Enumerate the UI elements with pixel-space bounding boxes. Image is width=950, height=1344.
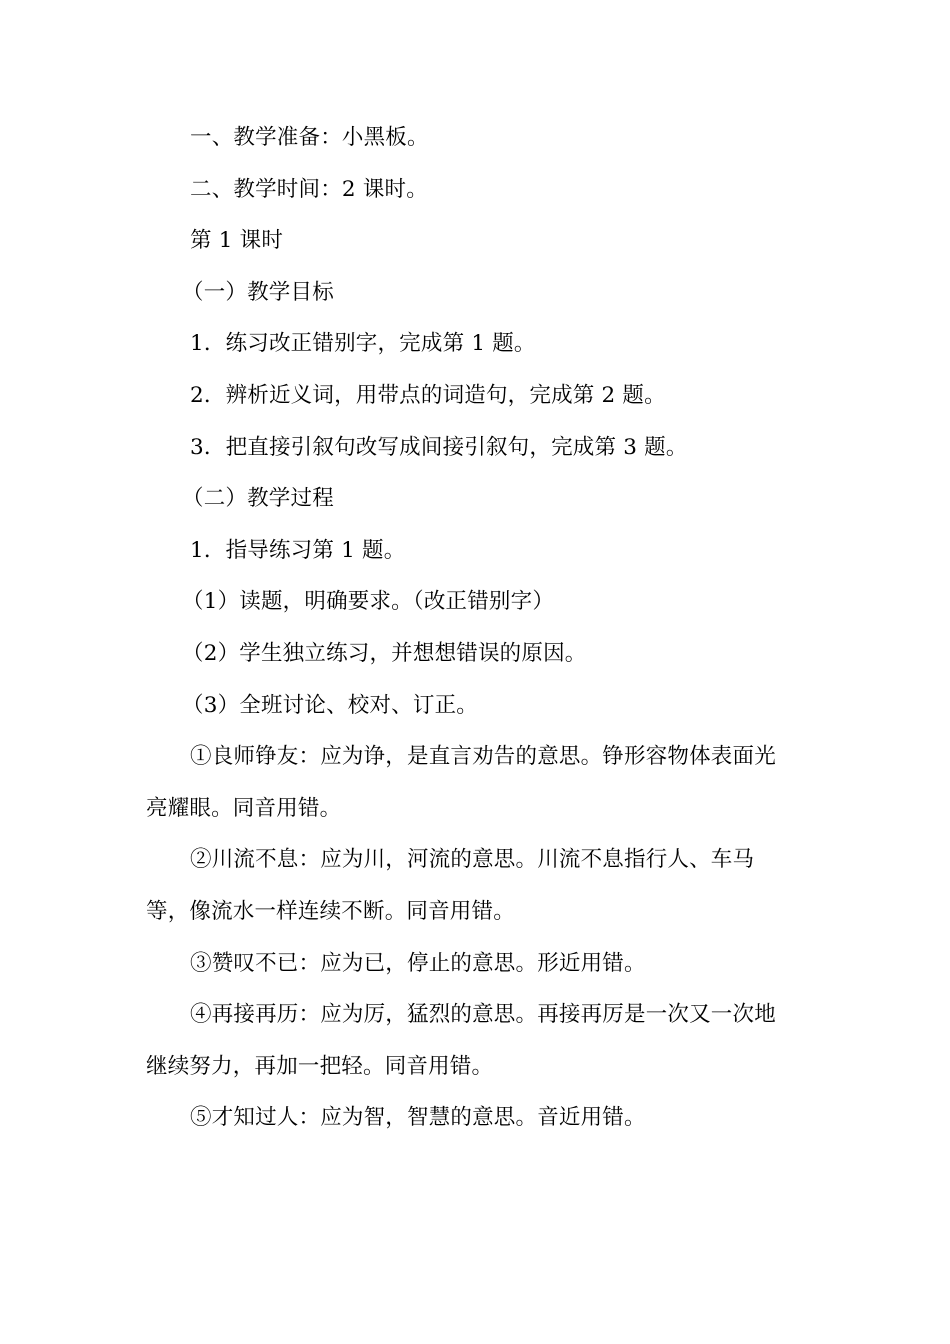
- goal-item-2: 2．辨析近义词，用带点的词造句，完成第 2 题。: [190, 382, 666, 408]
- correction-item-3: ③赞叹不已：应为已，停止的意思。形近用错。: [190, 950, 646, 976]
- paragraph-teaching-preparation: 一、教学准备：小黑板。: [190, 125, 429, 150]
- paragraph-teaching-time: 二、教学时间：2 课时。: [190, 176, 428, 202]
- correction-item-2-line-2: 等，像流水一样连续不断。同音用错。: [146, 898, 515, 924]
- correction-item-5: ⑤才知过人：应为智，智慧的意思。音近用错。: [190, 1105, 646, 1131]
- goal-item-1: 1．练习改正错别字，完成第 1 题。: [190, 331, 536, 357]
- correction-item-4-line-2: 继续努力，再加一把轻。同音用错。: [146, 1053, 494, 1079]
- lesson-heading: 第 1 课时: [190, 228, 284, 254]
- process-step-1: 1．指导练习第 1 题。: [190, 537, 406, 563]
- process-substep-1: （1）读题，明确要求。（改正错别字）: [182, 589, 555, 615]
- document-body: [146, 112, 806, 1144]
- process-substep-3: （3）全班讨论、校对、订正。: [182, 692, 478, 718]
- correction-item-2-line-1: ②川流不息：应为川，河流的意思。川流不息指行人、车马: [190, 847, 755, 873]
- correction-item-4-line-1: ④再接再历：应为厉，猛烈的意思。再接再厉是一次又一次地: [190, 1002, 776, 1028]
- section-heading-goals: （一）教学目标: [182, 279, 334, 305]
- section-heading-process: （二）教学过程: [182, 486, 334, 512]
- correction-item-1-line-1: ①良师铮友：应为诤，是直言劝告的意思。铮形容物体表面光: [190, 744, 776, 770]
- correction-item-1-line-2: 亮耀眼。同音用错。: [146, 795, 342, 821]
- goal-item-3: 3．把直接引叙句改写成间接引叙句，完成第 3 题。: [190, 434, 688, 460]
- process-substep-2: （2）学生独立练习，并想想错误的原因。: [182, 640, 587, 666]
